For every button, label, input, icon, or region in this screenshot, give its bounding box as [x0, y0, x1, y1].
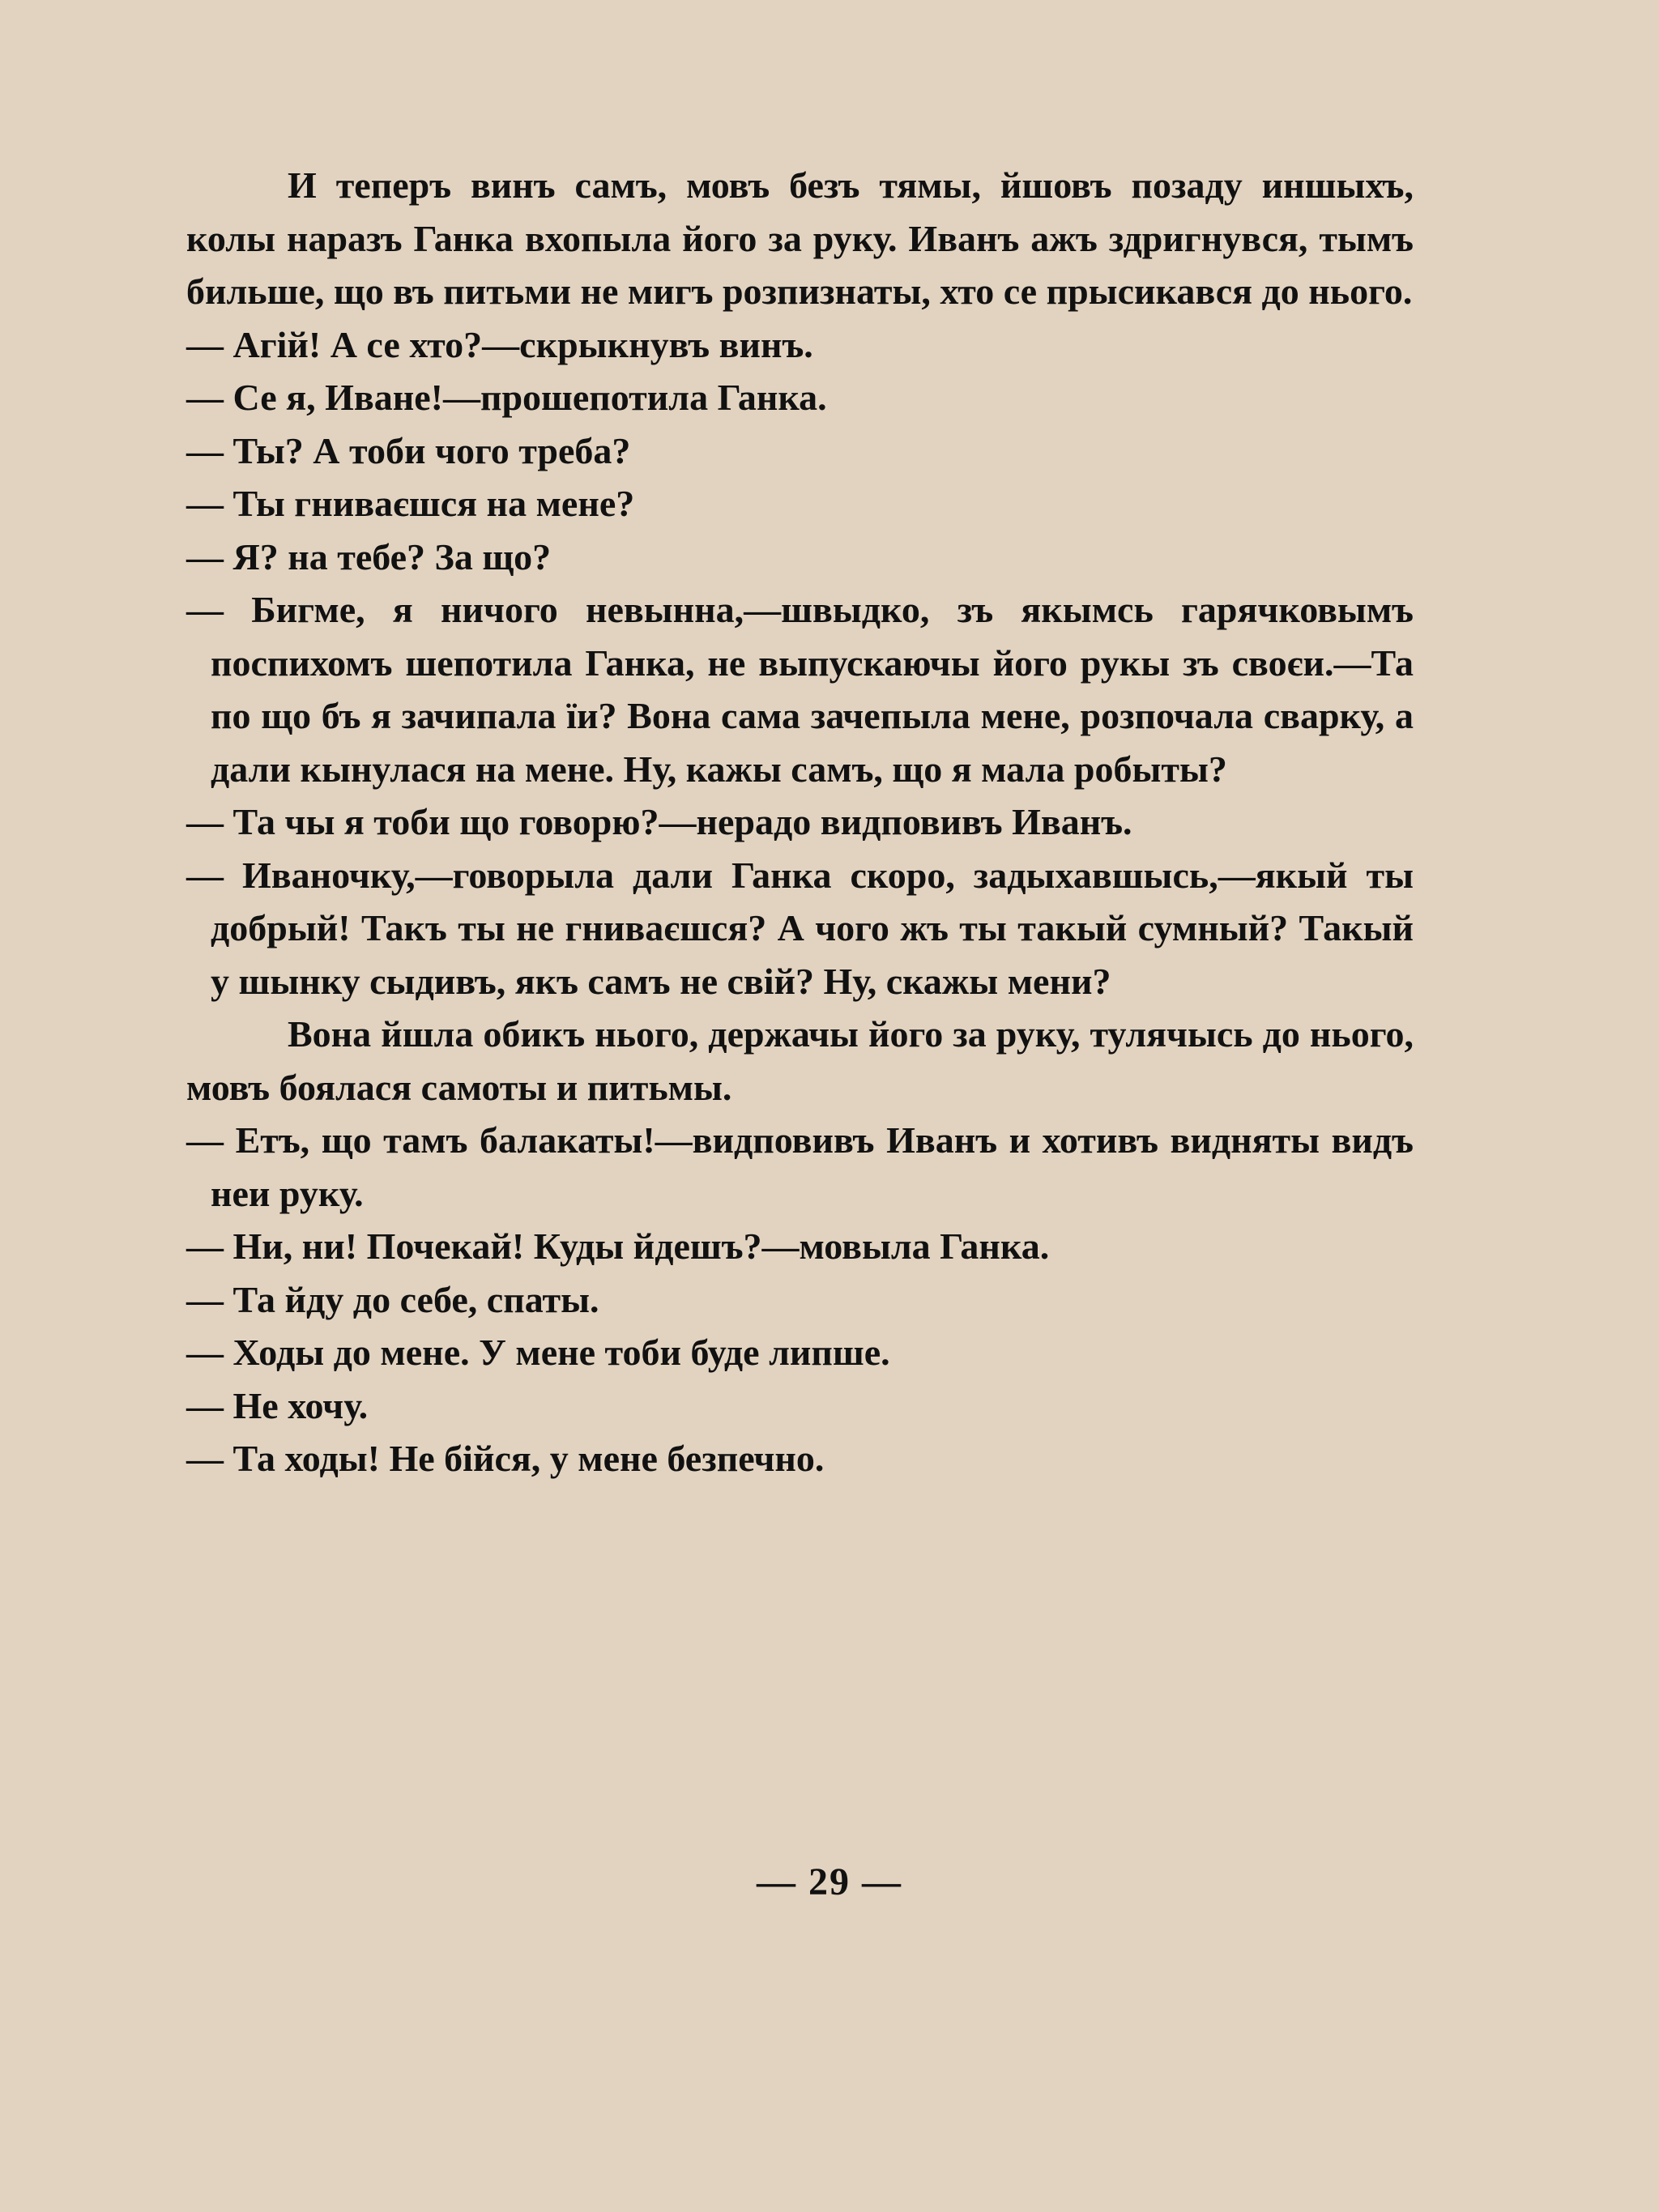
dialogue-line: — Агій! А се хто?—скрыкнувъ винъ.: [186, 323, 813, 365]
dialogue-line: — Бигме, я ничого невынна,—швыдко, зъ якымсь гарячковымъ поспихомъ шепотила Ганка, не выпускаючы його рукы зъ своєи.—Та по що бъ я зачипала їи? Вона сама зачепыла мене, розпочала сварку, а дали кынулася на мене. Ну, кажы самъ, що я мала робыты?: [186, 589, 1414, 790]
body-text: [186, 159, 1414, 1485]
dialogue-line: — Ты гниваєшся на мене?: [186, 483, 635, 524]
dialogue-line: — Ни, ни! Почекай! Куды йдешъ?—мовыла Ганка.: [186, 1225, 1050, 1267]
page-number: — 29 —: [757, 1860, 902, 1903]
dialogue-line: — Иваночку,—говорыла дали Ганка скоро, задыхавшысь,—якый ты добрый! Такъ ты не гниваєшся? А чого жъ ты такый сумный? Такый у шынку сыдивъ, якъ самъ не свій? Ну, скажы мени?: [186, 854, 1414, 1002]
dialogue-line: — Та ходы! Не бійся, у мене безпечно.: [186, 1438, 825, 1479]
dialogue-line: — Етъ, що тамъ балакаты!—видповивъ Иванъ и хотивъ видняты видъ неи руку.: [186, 1119, 1414, 1214]
dialogue-line: — Ходы до мене. У мене тоби буде липше.: [186, 1332, 890, 1373]
dialogue-line: — Та чы я тоби що говорю?—нерадо видповивъ Иванъ.: [186, 801, 1132, 842]
dialogue-line: — Се я, Иване!—прошепотила Ганка.: [186, 377, 827, 418]
narrative-paragraph: И теперъ винъ самъ, мовъ безъ тямы, йшовъ позаду иншыхъ, колы наразъ Ганка вхопыла його за руку. Иванъ ажъ здригнувся, тымъ бильше, що въ питьми не мигъ розпизнаты, хто се прысикався до нього.: [186, 164, 1414, 312]
dialogue-line: — Та йду до себе, спаты.: [186, 1278, 599, 1320]
dialogue-line: — Ты? А тоби чого треба?: [186, 429, 631, 471]
narrative-paragraph: Вона йшла обикъ нього, держачы його за руку, тулячысь до нього, мовъ боялася самоты и питьмы.: [186, 1013, 1414, 1108]
dialogue-line: — Я? на тебе? За що?: [186, 535, 552, 578]
dialogue-line: — Не хочу.: [186, 1384, 369, 1426]
